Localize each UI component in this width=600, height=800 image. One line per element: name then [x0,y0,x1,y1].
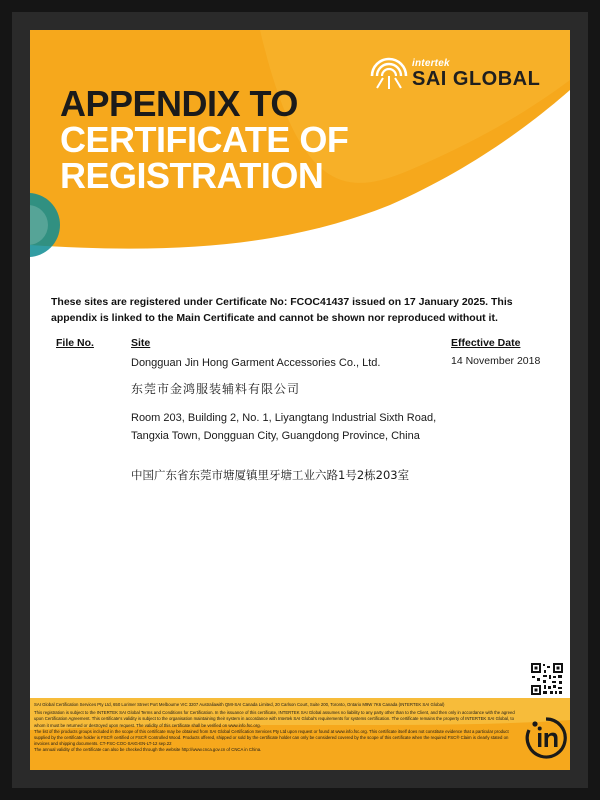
footer-legal-text [34,702,520,754]
site-name: Dongguan Jin Hong Garment Accessories Co., Ltd. [131,357,381,369]
footer-terms: This registration is subject to the INTERTEK SAI Global Terms and Conditions for Certification. In the issuance of this certificate, INTERTEK SAI Global assumes no liability to any party other than to the Client, and then only in accordance with the agreed upon Certification Agreement. This certificate's validity is subject to the organisation maintaining their system in accordance with Intertek SAI Global's requirements for systems certification. The certificate remains the property of INTERTEK SAI Global, to whom it must be returned or destroyed upon request. The validity of this certificate shall be verified on www.info.fsc.org. [34,710,515,728]
footer-validity: The annual validity of the certificate can also be checked through the website http://www.cnca.gov.cn of CNCA in China. [34,747,262,753]
sai-global-wordmark: SAI GLOBAL [412,68,541,90]
header-site: Site [131,337,151,349]
site-address: Room 203, Building 2, No. 1, Liyangtang Industrial Sixth Road, Tangxia Town, Dongguan City, Guangdong Province, China [131,412,437,442]
site-name-chinese: 东莞市金鸿服装辅料有限公司 [131,382,301,396]
in-certified-icon [524,716,568,760]
certificate-intro: These sites are registered under Certificate No: FCOC41437 issued on 17 January 2025. This appendix is linked to the Main Certificate and cannot be shown nor reproduced without it. [51,296,513,324]
sunburst-icon [370,56,408,90]
title-line-2: CERTIFICATE OF [60,119,349,160]
site-address-chinese: 中国广东省东莞市塘厦镇里牙塘工业六路1号2栋203室 [131,468,410,482]
certificate-page [30,30,570,770]
header-file-no: File No. [56,337,94,349]
footer-products: The list of the products groups included in the scope of this certificate may be obtained from SAI Global Certification Services Pty Ltd upon request or found at www.info.fsc.org. This certificate itself does not constitute evidence that a particular product supplied by the certificate holder is FSC® certified or FSC® Controlled Wood. Products offered, shipped or sold by the certificate holder can only be considered covered by the scope of this certificate when the required FSC® Claim is clearly stated on invoices and shipping documents. CT-FSC-COC-SAIG-EN-LT-12 sep.22 [34,728,509,747]
qr-code-icon [530,662,564,696]
page-title [60,83,349,196]
title-line-1: APPENDIX TO [60,83,298,124]
footer-issuer: SAI Global Certification Services Pty Ltd, 650 Lorimer Street Port Melbourne VIC 3207 Australiawith QMI-SAI Canada Limited, 20 Carlson Court, Suite 200, Toronto, Ontario M9W 7K6 Canada (INTERTEK SAI Global) [34,702,445,707]
sai-global-logo [370,54,560,94]
title-line-3: REGISTRATION [60,155,324,196]
header-effective-date: Effective Date [451,337,521,349]
intertek-wordmark: intertek [412,58,450,69]
effective-date-value: 14 November 2018 [451,355,541,367]
